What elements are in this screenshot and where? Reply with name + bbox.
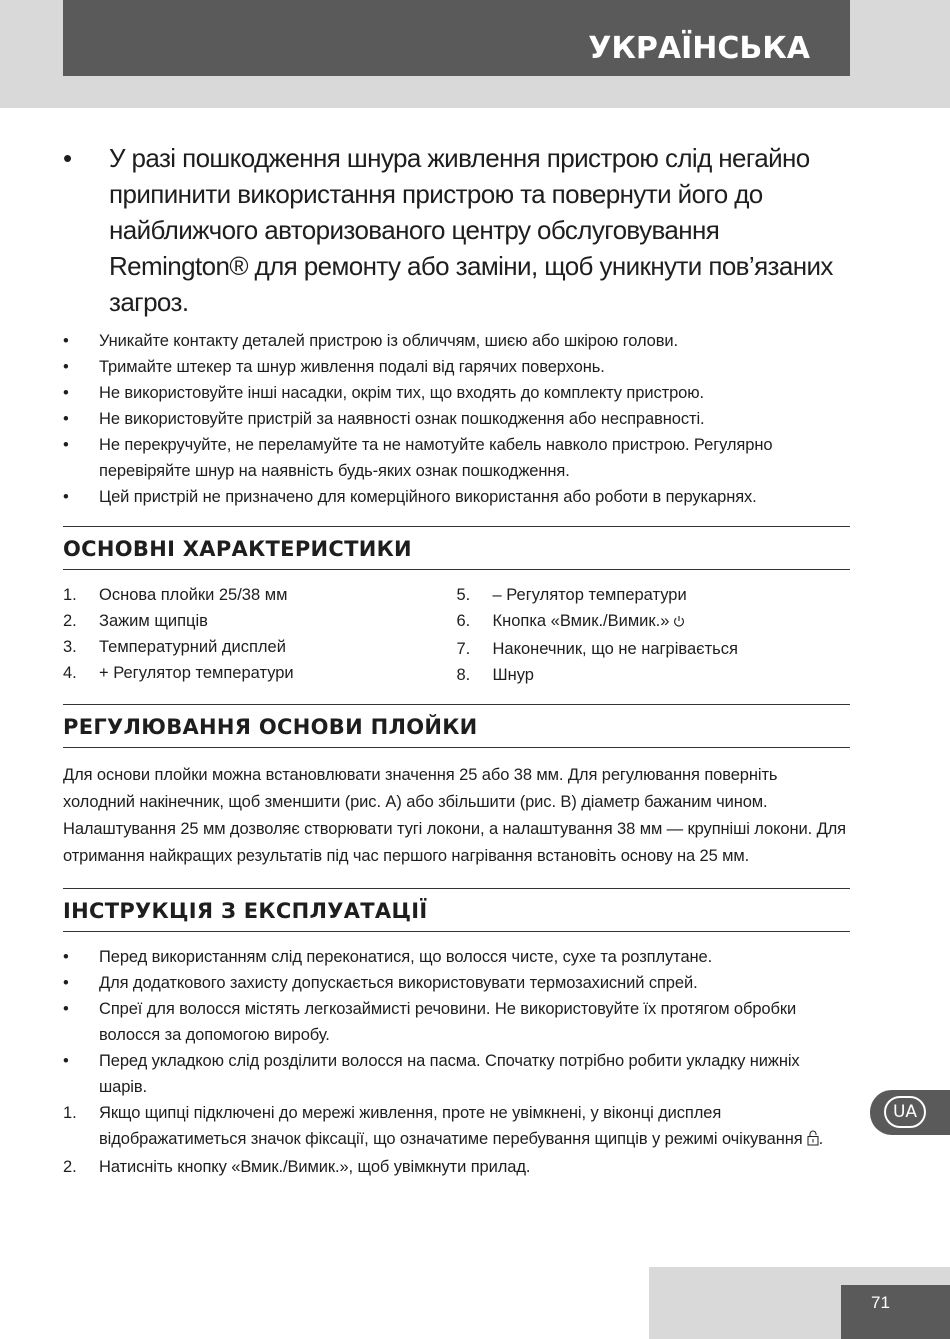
list-item-text: Не перекручуйте, не переламуйте та не намотуйте кабель навколо пристрою. Регулярно перевіряйте шнур на наявність будь-яких ознак пошкодження. (99, 436, 773, 480)
step-number: 2. (63, 1158, 77, 1176)
features-column-right (457, 582, 851, 688)
step-text: Якщо щипці підключені до мережі живлення, проте не увімкнені, у віконці дисплея відображатиметься значок фіксації, що означатиме перебування щипців у режимі очікування (99, 1104, 803, 1148)
list-item: • Тримайте штекер та шнур живлення подалі від гарячих поверхонь. (63, 358, 605, 376)
warning-list (63, 140, 850, 320)
item-number: 4. (63, 664, 77, 682)
list-item: • Не перекручуйте, не переламуйте та не намотуйте кабель навколо пристрою. Регулярно перевіряйте шнур на наявність будь-яких ознак пошкодження. (63, 436, 773, 480)
list-item-text: Спреї для волосся містять легкозаймисті речовини. Не використовуйте їх протягом обробки волосся за допомогою виробу. (99, 1000, 797, 1044)
feature-item (63, 582, 457, 608)
item-text: + Регулятор температури (99, 664, 294, 682)
language-badge: UA (884, 1096, 926, 1128)
feature-item (457, 662, 851, 688)
list-item: • Спреї для волосся містять легкозаймисті речовини. Не використовуйте їх протягом обробки волосся за допомогою виробу. (63, 1000, 797, 1044)
section-title-adjust: РЕГУЛЮВАННЯ ОСНОВИ ПЛОЙКИ (63, 705, 850, 748)
power-icon (673, 610, 685, 636)
item-text: – Регулятор температури (492, 586, 687, 604)
list-item: • Не використовуйте пристрій за наявності ознак пошкодження або несправності. (63, 410, 705, 428)
section-title-features: ОСНОВНІ ХАРАКТЕРИСТИКИ (63, 527, 850, 570)
item-text: Кнопка «Вмик./Вимик.» (492, 612, 670, 630)
list-item-text: Не використовуйте пристрій за наявності ознак пошкодження або несправності. (99, 410, 705, 428)
item-number: 5. (456, 586, 471, 604)
item-text: Наконечник, що не нагрівається (492, 640, 738, 658)
list-item: • Не використовуйте інші насадки, окрім тих, що входять до комплекту пристрою. (63, 384, 704, 402)
item-text: Основа плойки 25/38 мм (99, 586, 288, 604)
feature-item (63, 660, 457, 686)
list-item-text: Тримайте штекер та шнур живлення подалі від гарячих поверхонь. (99, 358, 605, 376)
item-number: 1. (63, 586, 77, 604)
feature-item (63, 634, 457, 660)
item-text: Зажим щипців (99, 612, 208, 630)
list-item: • Уникайте контакту деталей пристрою із обличчям, шиєю або шкірою голови. (63, 332, 679, 350)
feature-item (457, 582, 851, 608)
step-text-end: . (818, 1130, 824, 1148)
step-text: Натисніть кнопку «Вмик./Вимик.», щоб увімкнути прилад. (99, 1158, 531, 1176)
list-item: • Перед укладкою слід розділити волосся на пасма. Спочатку потрібно робити укладку нижніх шарів. (63, 1052, 800, 1096)
language-tab (870, 1090, 950, 1135)
list-item: • Для додаткового захисту допускається використовувати термозахисний спрей. (63, 974, 698, 992)
item-number: 7. (456, 640, 471, 658)
item-number: 8. (456, 666, 471, 684)
warning-text: У разі пошкодження шнура живлення пристрою слід негайно припинити використання пристрою та повернути його до найближчого авторизованого центру обслуговування Remington® для ремонту або заміни, щоб уникнути пов’язаних загроз. (109, 143, 833, 317)
list-item-text: Цей пристрій не призначено для комерційного використання або роботи в перукарнях. (99, 488, 757, 506)
list-item-text: Не використовуйте інші насадки, окрім тих, що входять до комплекту пристрою. (99, 384, 704, 402)
language-header: УКРАЇНСЬКА (63, 0, 850, 76)
feature-item (457, 636, 851, 662)
adjust-paragraph: Для основи плойки можна встановлювати значення 25 або 38 мм. Для регулювання поверніть холодний накінечник, щоб зменшити (рис. A) або збільшити (рис. B) діаметр бажаним чином. Налаштування 25 мм дозволяє створювати тугі локони, а налаштування 38 мм — крупніші локони. Для отримання найкращих результатів під час першого нагрівання встановіть основу на 25 мм. (63, 766, 847, 865)
section-title-instructions: ІНСТРУКЦІЯ З ЕКСПЛУАТАЦІЇ (63, 889, 850, 932)
safety-list (63, 328, 850, 510)
list-item: • Цей пристрій не призначено для комерційного використання або роботи в перукарнях. (63, 488, 757, 506)
item-number: 6. (456, 612, 471, 630)
item-text: Температурний дисплей (99, 638, 286, 656)
features-list (63, 582, 850, 688)
item-number: 2. (63, 612, 77, 630)
item-text: Шнур (492, 666, 534, 684)
features-column-left (63, 582, 457, 688)
list-item-text: Уникайте контакту деталей пристрою із обличчям, шиєю або шкірою голови. (99, 332, 679, 350)
feature-item (63, 608, 457, 634)
instructions-list (63, 944, 850, 1180)
step-item (63, 1100, 850, 1154)
item-number: 3. (63, 638, 77, 656)
feature-item (457, 608, 851, 636)
list-item: • Перед використанням слід переконатися, що волосся чисте, сухе та розплутане. (63, 948, 713, 966)
list-item-text: Перед укладкою слід розділити волосся на пасма. Спочатку потрібно робити укладку нижніх шарів. (99, 1052, 800, 1096)
list-item-text: Перед використанням слід переконатися, що волосся чисте, сухе та розплутане. (99, 948, 713, 966)
step-item (63, 1154, 850, 1180)
step-number: 1. (63, 1104, 77, 1122)
page-number: 71 (841, 1285, 950, 1339)
main-content (63, 140, 850, 1180)
lock-icon (807, 1128, 819, 1154)
list-item-text: Для додаткового захисту допускається використовувати термозахисний спрей. (99, 974, 698, 992)
warning-item: • У разі пошкодження шнура живлення пристрою слід негайно припинити використання пристрою та повернути його до найближчого авторизованого центру обслуговування Remington® для ремонту або заміни, щоб уникнути пов’язаних загроз. (63, 143, 833, 317)
